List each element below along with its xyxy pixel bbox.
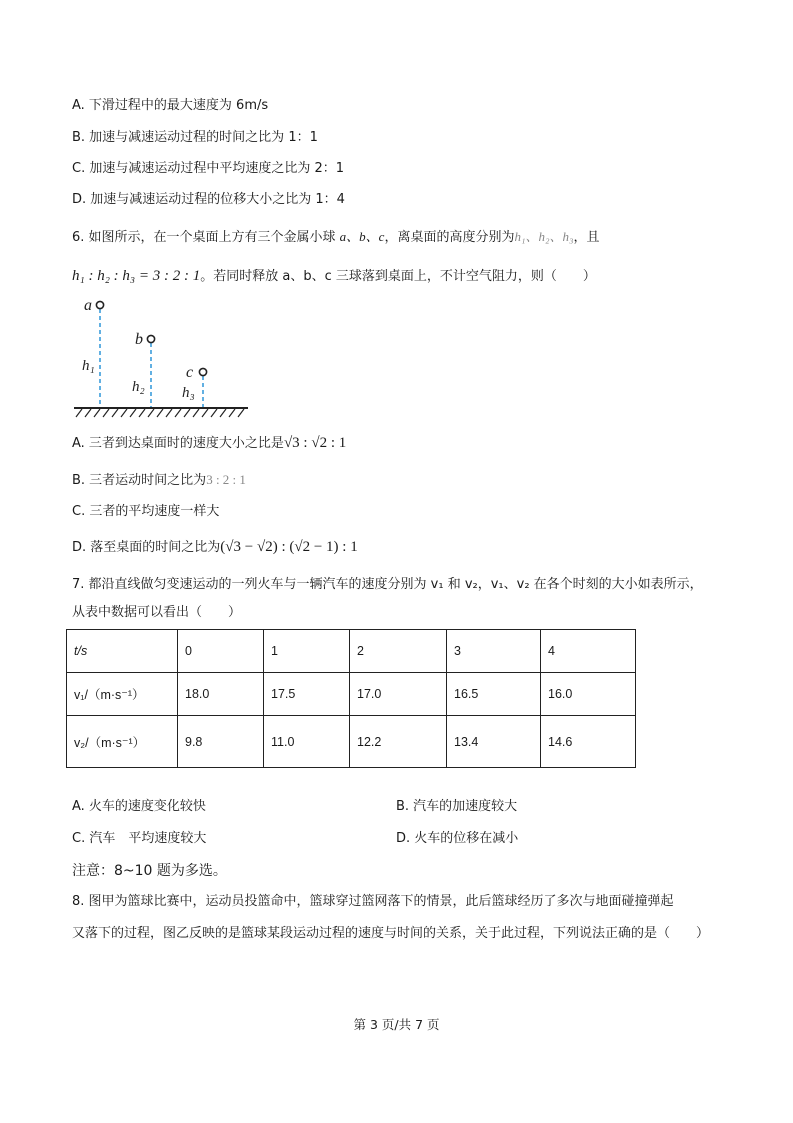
table-header-cell: 0 <box>178 630 264 673</box>
q6-option-b <box>72 471 246 490</box>
table-cell: 13.4 <box>447 716 541 768</box>
table-cell: 17.5 <box>264 673 350 716</box>
q5-option-b: B. 加速与减速运动过程的时间之比为 1：1 <box>72 130 318 145</box>
ball-b <box>147 335 154 342</box>
q6-option-d-math: (√3 − √2) : (√2 − 1) : 1 <box>220 539 358 555</box>
table-row <box>67 673 636 716</box>
table-header-cell: t/s <box>67 630 178 673</box>
q5-option-d: D. 加速与减速运动过程的位移大小之比为 1：4 <box>72 192 345 207</box>
table-cell: 17.0 <box>350 673 447 716</box>
ball-c-label: c <box>186 364 194 381</box>
q6-option-a-text: A. 三者到达桌面时的速度大小之比是 <box>72 436 284 451</box>
q7-option-c: C. 汽车 平均速度较大 <box>72 831 207 846</box>
page-footer: 第 3 页/共 7 页 <box>353 1017 440 1032</box>
q7-option-a: A. 火车的速度变化较快 <box>72 799 206 814</box>
q6-balls: a、b、c <box>339 229 385 244</box>
q6-option-c: C. 三者的平均速度一样大 <box>72 504 220 519</box>
q8-stem-line1: 8. 图甲为篮球比赛中，运动员投篮命中，篮球穿过篮网落下的情景，此后篮球经历了多次与地面碰撞弹起 <box>72 894 674 909</box>
table-cell: 18.0 <box>178 673 264 716</box>
table-cell: 11.0 <box>264 716 350 768</box>
q6-stem-prefix: 6. 如图所示，在一个桌面上方有三个金属小球 <box>72 230 340 245</box>
q6-heights: h₁、h₂、h₃ <box>514 229 574 244</box>
q5-option-c: C. 加速与减速运动过程中平均速度之比为 2：1 <box>72 161 345 176</box>
table-header-cell: 2 <box>350 630 447 673</box>
ball-a-label: a <box>84 297 92 314</box>
q6-stem-line1 <box>72 228 600 247</box>
table-header-cell: 4 <box>541 630 636 673</box>
ground-hatching <box>76 409 244 417</box>
ball-c <box>199 368 206 375</box>
q8-stem-line2: 又落下的过程，图乙反映的是篮球某段运动过程的速度与时间的关系，关于此过程，下列说法正确的是（ ） <box>72 926 710 941</box>
q6-option-d <box>72 538 358 557</box>
q6-option-b-math: 3 : 2 : 1 <box>206 472 246 487</box>
q6-ratio-formula: h₁ : h₂ : h₃ = 3 : 2 : 1 <box>72 268 201 284</box>
ball-a <box>96 301 103 308</box>
q6-option-a-math: √3 : √2 : 1 <box>283 435 347 451</box>
q6-stem-mid: ，离桌面的高度分别为 <box>384 230 515 245</box>
q6-stem-suffix: ，且 <box>573 230 600 245</box>
table-header-cell: 3 <box>447 630 541 673</box>
q6-option-a <box>72 434 346 453</box>
q6-option-d-text: D. 落至桌面的时间之比为 <box>72 540 221 555</box>
table-header-row <box>67 630 636 673</box>
table-cell: v₁/（m·s⁻¹） <box>67 673 178 716</box>
table-cell: 16.0 <box>541 673 636 716</box>
ball-b-label: b <box>135 331 143 348</box>
table-cell: 12.2 <box>350 716 447 768</box>
height-h1-label: h₁ <box>82 358 95 374</box>
table-header-cell: 1 <box>264 630 350 673</box>
q6-stem-line2-text: 。若同时释放 a、b、c 三球落到桌面上，不计空气阻力，则（ ） <box>200 269 596 284</box>
table-cell: 14.6 <box>541 716 636 768</box>
table-cell: v₂/（m·s⁻¹） <box>67 716 178 768</box>
q7-option-d: D. 火车的位移在减小 <box>396 831 519 846</box>
q7-option-b: B. 汽车的加速度较大 <box>396 799 518 814</box>
q6-stem-line2 <box>72 267 596 286</box>
table-cell: 16.5 <box>447 673 541 716</box>
q5-option-a: A. 下滑过程中的最大速度为 6m/s <box>72 98 269 113</box>
table-cell: 9.8 <box>178 716 264 768</box>
multi-choice-note: 注意：8~10 题为多选。 <box>72 863 227 879</box>
q7-stem-line2: 从表中数据可以看出（ ） <box>72 605 242 620</box>
q7-stem-line1: 7. 都沿直线做匀变速运动的一列火车与一辆汽车的速度分别为 v₁ 和 v₂，v₁、v₂ 在各个时刻的大小如表所示， <box>72 577 703 592</box>
q6-option-b-text: B. 三者运动时间之比为 <box>72 473 207 488</box>
height-h2-label: h₂ <box>132 379 145 395</box>
height-h3-label: h₃ <box>182 385 195 401</box>
q7-velocity-table <box>66 629 636 768</box>
table-row <box>67 716 636 768</box>
q6-figure <box>66 292 256 422</box>
